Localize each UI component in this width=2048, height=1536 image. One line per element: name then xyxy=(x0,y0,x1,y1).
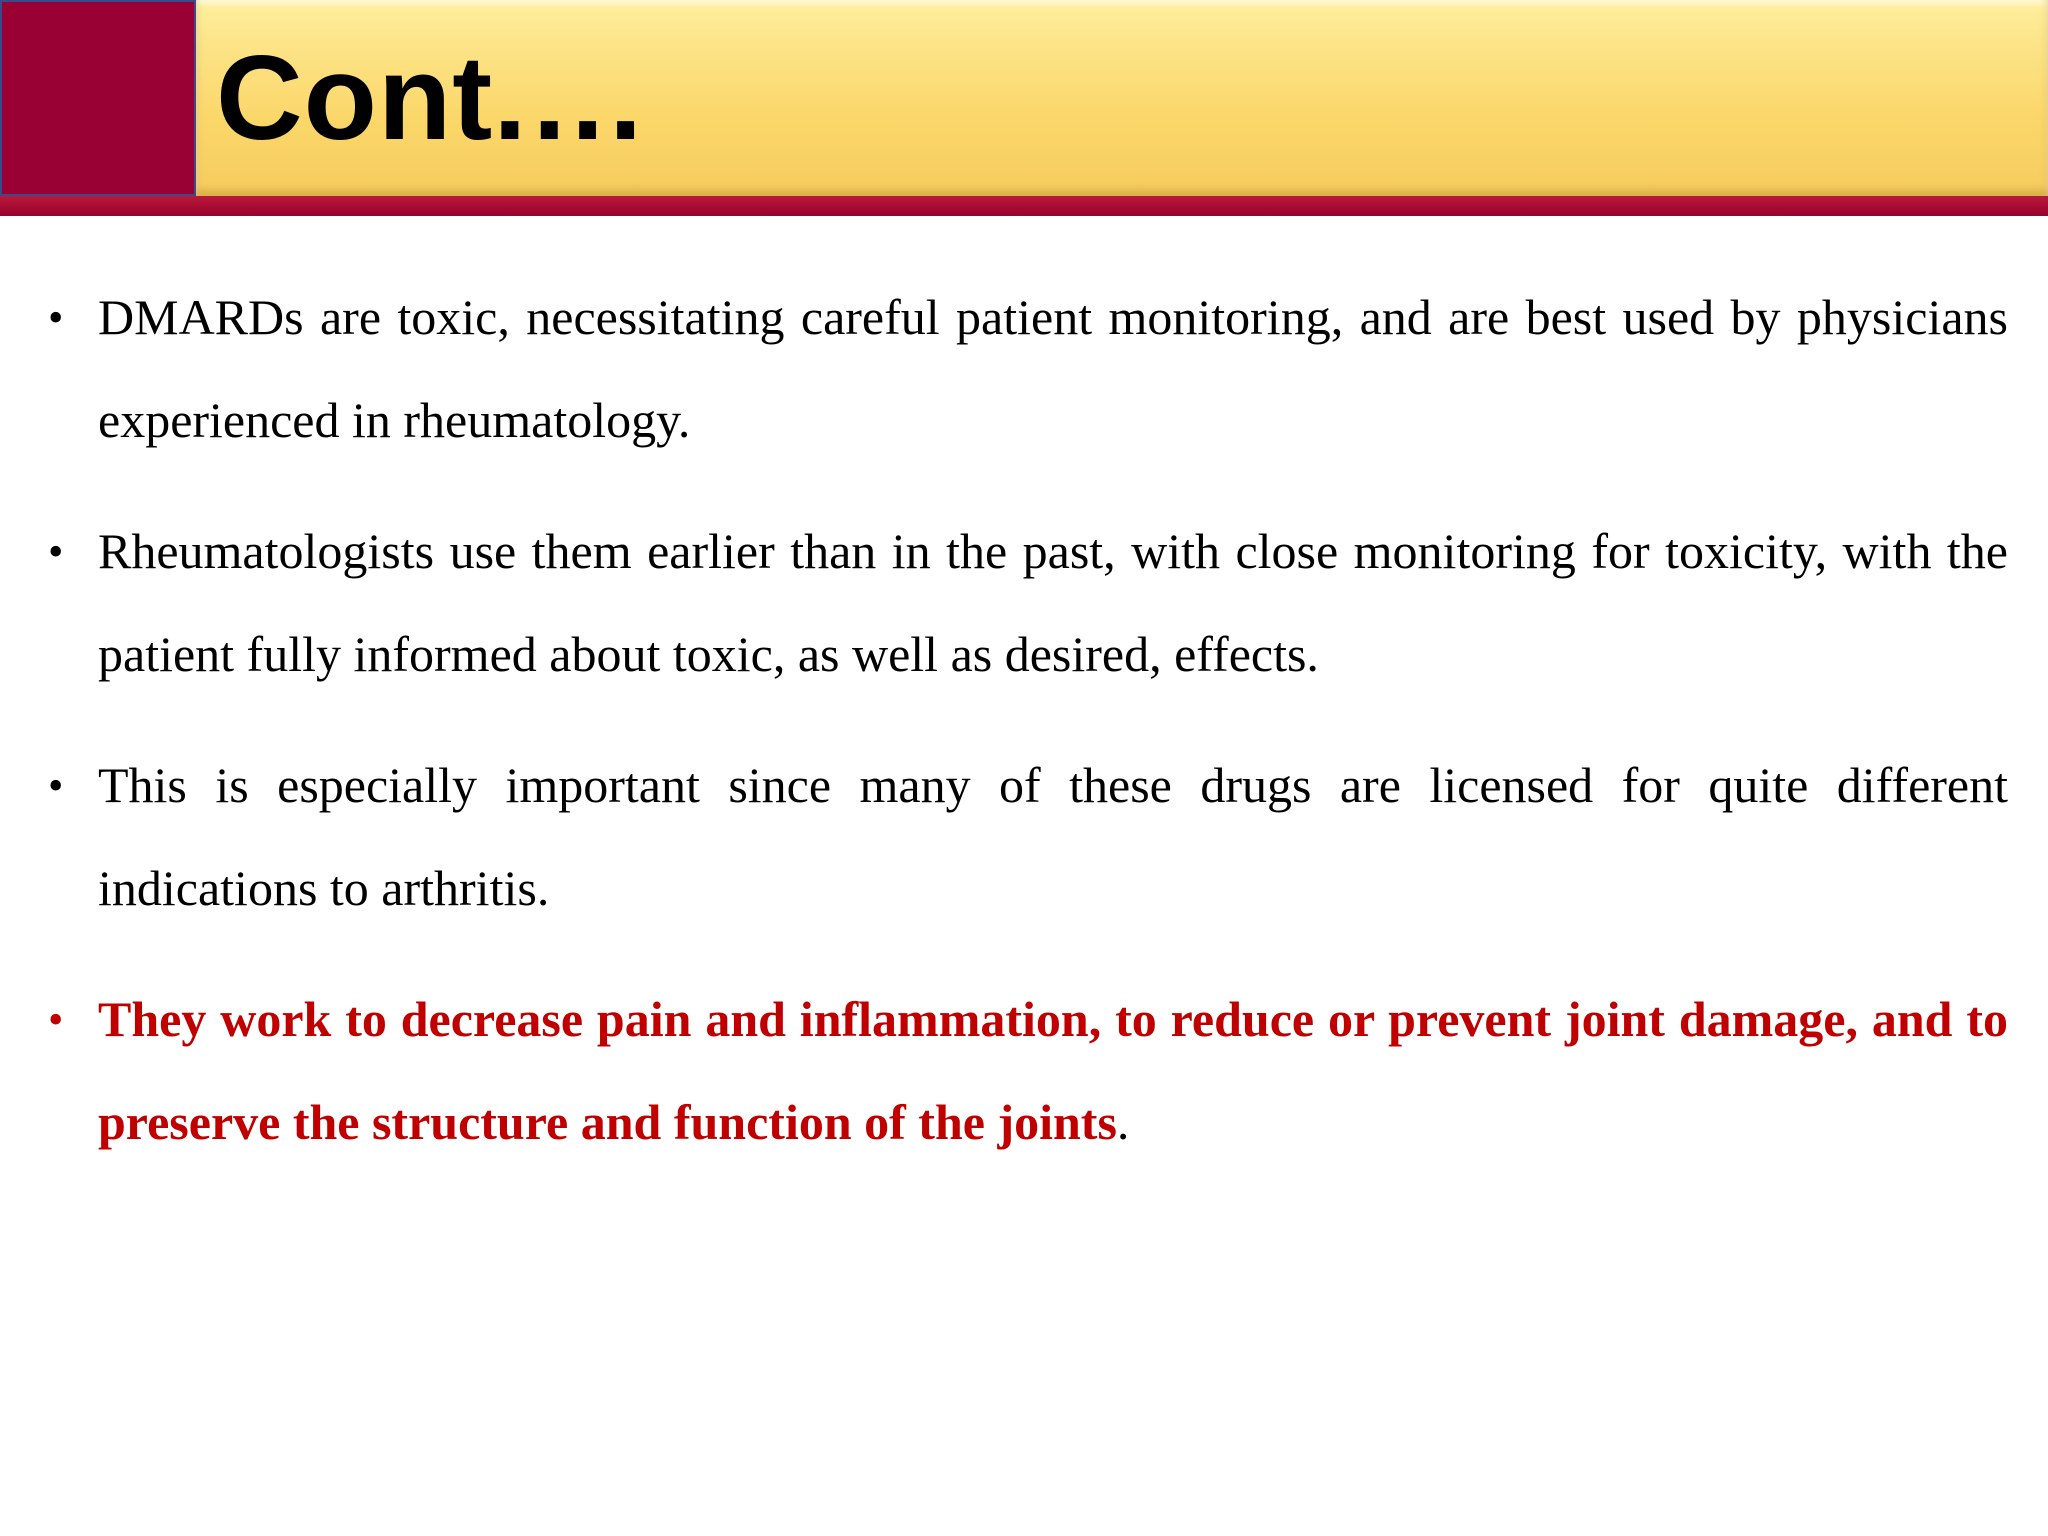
bullet-dot-icon: • xyxy=(48,761,64,810)
bullet-text: DMARDs are toxic, necessitating careful patient monitoring, and are best used by physicians experienced in rheumatology. xyxy=(98,289,2008,448)
bullet-item xyxy=(48,734,2008,940)
bullet-dot-icon: • xyxy=(48,527,64,576)
bullet-text: Rheumatologists use them earlier than in the past, with close monitoring for toxicity, with the patient fully informed about toxic, as well as desired, effects. xyxy=(98,523,2008,682)
bullet-dot-icon: • xyxy=(48,293,64,342)
header-accent-block xyxy=(0,0,196,196)
header-rule xyxy=(0,196,2048,216)
bullet-dot-icon: • xyxy=(48,995,64,1044)
bullet-item xyxy=(48,500,2008,706)
bullet-trailing-period: . xyxy=(1116,1094,1130,1150)
bullet-text: This is especially important since many of these drugs are licensed for quite different indications to arthritis. xyxy=(98,757,2008,916)
bullet-text: They work to decrease pain and inflammation, to reduce or prevent joint damage, and to preserve the structure and function of the joints xyxy=(98,991,2008,1150)
bullet-list xyxy=(48,266,2008,1202)
slide-title: Cont.… xyxy=(216,31,649,165)
bullet-item-highlighted xyxy=(48,968,2008,1174)
bullet-item xyxy=(48,266,2008,472)
